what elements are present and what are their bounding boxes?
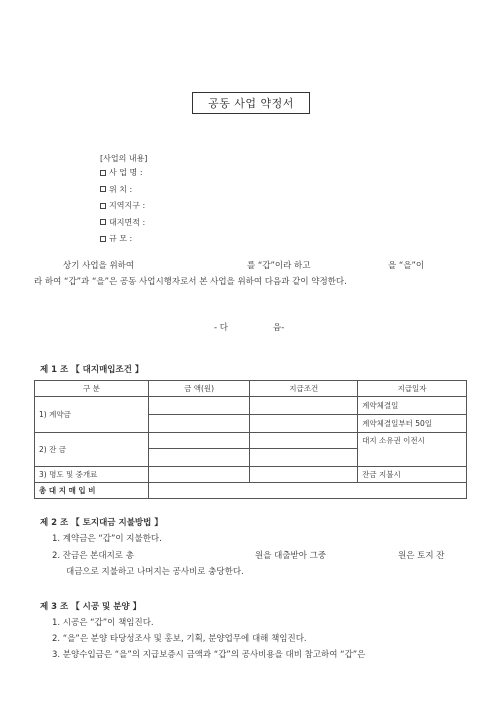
row-label-balance: 2) 잔 금 (35, 433, 149, 467)
table-cell (250, 397, 358, 415)
table-header-row (35, 381, 467, 397)
article2-item2-part3: 원은 토지 잔 (398, 551, 445, 561)
business-header: [사업의 내용] (100, 154, 148, 163)
table-row (35, 433, 467, 449)
business-item-location: 위 치 : (100, 184, 145, 195)
table-cell-date: 잔금 지불시 (358, 467, 467, 483)
article2-heading: 제 2 조 【 토지대금 지불방법 】 (40, 518, 163, 528)
checkbox-icon (100, 219, 106, 225)
article2-item2-part1: 2. 잔금은 본대지로 총 (52, 551, 134, 561)
table-cell-date: 계약체결일부터 50일 (358, 415, 467, 433)
intro-line2: 라 하여 “갑”과 “을”은 공동 사업시행자로서 본 사업을 위하여 다음과 같이 약정한다. (34, 277, 347, 287)
table-cell (148, 433, 250, 449)
table-row (35, 397, 467, 415)
intro-line1-part3: 을 “을”이 (388, 261, 425, 271)
article3-item3: 3. 분양수입금은 “을”의 지급보증시 금액과 “갑”의 공사비용을 대비 참고하여 “갑”은 (52, 650, 366, 660)
table-cell (148, 449, 250, 467)
table-cell (250, 433, 358, 449)
business-item-scale: 규 모 : (100, 233, 145, 244)
table-cell (148, 483, 466, 499)
da-eum-left: - 다 (214, 323, 228, 333)
business-item-name: 사 업 명 : (100, 167, 145, 178)
table-cell (148, 397, 250, 415)
table-cell (148, 415, 250, 433)
land-purchase-table (34, 380, 467, 499)
row-label-deposit: 1) 계약금 (35, 397, 149, 433)
row-label-eviction: 3) 명도 및 중개료 (35, 467, 149, 483)
document-title: 공동 사업 약정서 (192, 92, 310, 114)
checkbox-icon (100, 236, 106, 242)
da-eum-right: 음- (273, 323, 285, 333)
table-cell (148, 467, 250, 483)
checkbox-icon (100, 203, 106, 209)
article2-item2-cont: 대금으로 지불하고 나머지는 공사비로 충당한다. (66, 567, 244, 577)
table-cell (250, 449, 358, 467)
row-label-total: 총 대 지 매 입 비 (35, 483, 149, 499)
table-cell (250, 415, 358, 433)
intro-line1-part1: 상기 사업을 위하여 (63, 261, 135, 271)
table-header: 구 분 (35, 381, 149, 397)
article1-heading: 제 1 조 【 대지매입조건 】 (40, 365, 144, 375)
article3-item2: 2. “을”은 분양 타당성조사 및 홍보, 기획, 분양업무에 대해 책임진다. (52, 634, 307, 644)
checkbox-icon (100, 170, 106, 176)
table-row (35, 467, 467, 483)
table-cell-date: 계약체결일 (358, 397, 467, 415)
article3-heading: 제 3 조 【 시공 및 분양 】 (40, 602, 142, 612)
business-list (100, 167, 145, 244)
checkbox-icon (100, 186, 106, 192)
article2-item2-part2: 원을 대출받아 그중 (255, 551, 327, 561)
business-item-area: 대지면적 : (100, 217, 145, 228)
article2-item1: 1. 계약금은 “갑”이 지불한다. (52, 534, 162, 544)
article3-item1: 1. 시공은 “갑”이 책임진다. (52, 618, 154, 628)
table-cell (250, 467, 358, 483)
table-cell-date: 대지 소유권 이전시 (358, 433, 467, 467)
business-item-zone: 지역지구 : (100, 200, 145, 211)
table-header: 지급일자 (358, 381, 467, 397)
table-header: 지급조건 (250, 381, 358, 397)
table-total-row (35, 483, 467, 499)
table-header: 금 액(원) (148, 381, 250, 397)
intro-line1-part2: 를 “갑”이라 하고 (247, 261, 311, 271)
